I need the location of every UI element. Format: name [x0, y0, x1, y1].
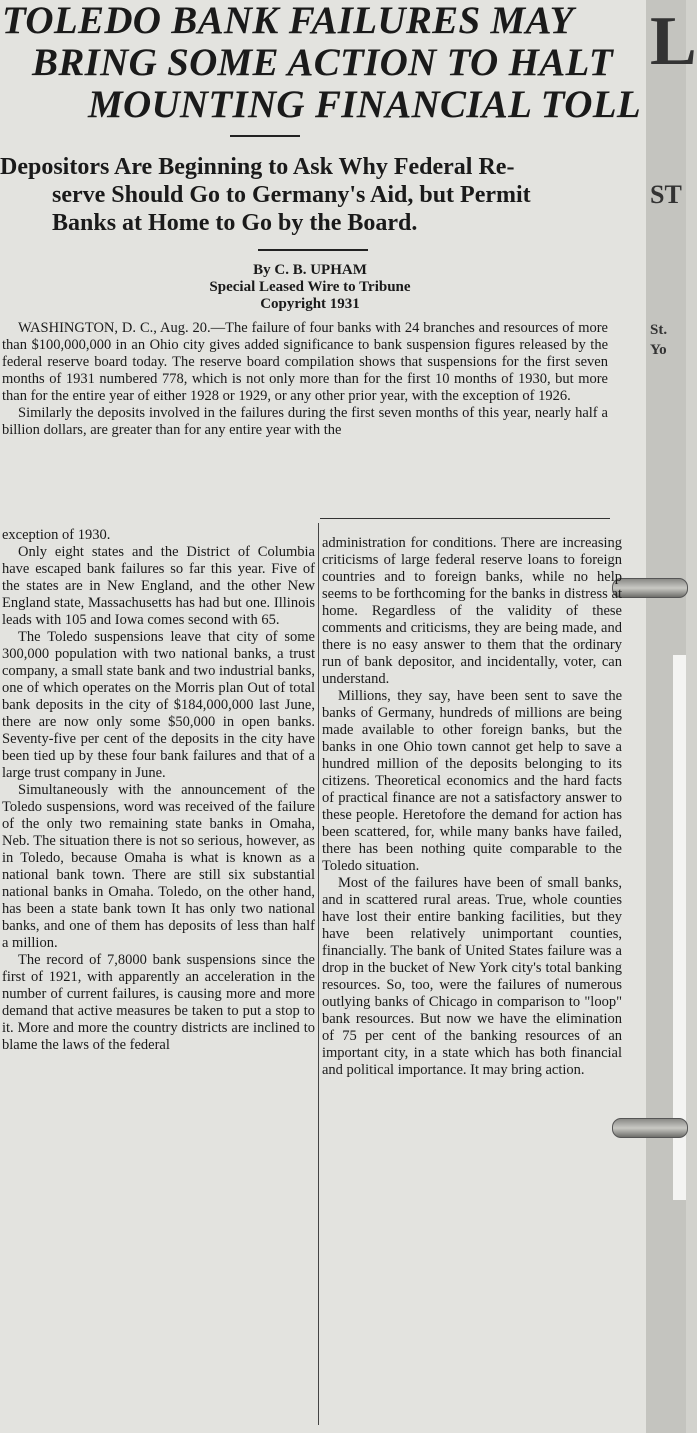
column2-paragraph-1: administration for conditions. There are increasing criticisms of large federal reserve loans to foreign countries and to foreign banks, while no help seems to be forthcoming for the banks in distress at home. Regardless of the validity of these comments and criticisms, they are being made, and there is no easy answer to them that the ordinary run of bank depositor, and incidentally, voter, can understand.: [322, 535, 622, 687]
column-rule: [318, 523, 319, 1425]
adjacent-fragment-st-dot: St.: [650, 322, 668, 338]
column1-paragraph-2: Only eight states and the District of Columbia have escaped bank failures so far this year. Five of the states are in New England, and the other New England state, Massachusetts has had but one. Illinois leads with 105 and Iowa comes second with 65.: [2, 544, 315, 628]
headline-line-2: BRING SOME ACTION TO HALT: [32, 41, 614, 84]
column-separator-top: [320, 518, 610, 519]
byline: [0, 262, 620, 313]
headline-line-3: MOUNTING FINANCIAL TOLL: [88, 83, 641, 126]
lead-paragraph-2: Similarly the deposits involved in the failures during the first seven months of this year, nearly half a billion dollars, are greater than for any entire year with the: [2, 405, 608, 438]
binder-ring-1: [612, 578, 688, 598]
article-column-2: [322, 535, 622, 1079]
headline-rule: [230, 135, 300, 137]
column1-paragraph-5: The record of 7,8000 bank suspensions since the first of 1921, with apparently an acceleration in the number of current failures, is causing more and more demand that active measures be taken to put a stop to it. More and more the country districts are inclined to blame the laws of the federal: [2, 952, 315, 1053]
deck-line-2: serve Should Go to Germany's Aid, but Permit: [52, 182, 531, 208]
deck-line-1: Depositors Are Beginning to Ask Why Federal Re-: [0, 154, 515, 180]
adjacent-fragment-yo: Yo: [650, 342, 667, 358]
column1-paragraph-3: The Toledo suspensions leave that city of some 300,000 population with two national banks, a trust company, a small state bank and two industrial banks, one of which operates on the Morris plan Out of total bank deposits in the city of $184,000,000 last June, there are now only some $50,000 in open banks. Seventy-five per cent of the deposits in the city have been tied up by these four bank failures and that of a large trust company in June.: [2, 629, 315, 781]
headline-line-1: TOLEDO BANK FAILURES MAY: [2, 0, 574, 42]
adjacent-fragment-l: L: [650, 3, 697, 80]
deck: [0, 153, 615, 237]
column2-paragraph-3: Most of the failures have been of small banks, and in scattered rural areas. True, whole counties have lost their entire banking facilities, but they have been relatively unimportant counties, financially. The bank of United States failure was a drop in the bucket of New York city's total banking resources. So, too, were the failures of numerous outlying banks of Chicago in comparison to "loop" bank resources. But now we have the elimination of 75 per cent of the banking resources of an important city, in a state which has both financial and political importance. It may bring action.: [322, 875, 622, 1078]
headline: [0, 0, 641, 126]
column1-paragraph-1: exception of 1930.: [2, 527, 111, 543]
article-column-1: [2, 527, 315, 1054]
byline-author: By C. B. UPHAM: [253, 262, 367, 278]
column1-paragraph-4: Simultaneously with the announcement of the Toledo suspensions, word was received of the failure of the only two remaining state banks in Omaha, Neb. The situation there is not so serious, however, as in Toledo, because Omaha is what is known as a national bank town. There are still six substantial national banks in Omaha. Toledo, on the other hand, has been a state bank town It has only two national banks, and one of them has deposits of less than half a million.: [2, 782, 315, 951]
byline-service: Special Leased Wire to Tribune: [209, 279, 411, 295]
binder-ring-2: [612, 1118, 688, 1138]
lead-paragraph-1: WASHINGTON, D. C., Aug. 20.—The failure of four banks with 24 branches and resources of more than $100,000,000 in an Ohio city gives added significance to bank suspension figures released by the federal reserve board today. The reserve board compilation shows that suspensions for the first seven months of 1931 numbered 778, which is not only more than for the first 10 months of 1930, but more than for the entire year of either 1928 or 1929, or any other prior year, with the exception of 1926.: [2, 320, 608, 404]
deck-rule: [258, 249, 368, 251]
lead-text: [2, 320, 608, 439]
column2-paragraph-2: Millions, they say, have been sent to save the banks of Germany, hundreds of millions are being made available to other foreign banks, but the banks in one Ohio town cannot get help to save a hundred million of the deposits belonging to its citizens. Theoretical economics and the hard facts of practical finance are not a satisfactory answer to these people. Heretofore the demand for action has been scattered, for, while many banks have failed, there has been nothing quite comparable to the Toledo situation.: [322, 688, 622, 874]
byline-copyright: Copyright 1931: [260, 296, 360, 312]
adjacent-fragment-st: ST: [650, 180, 682, 209]
deck-line-3: Banks at Home to Go by the Board.: [52, 210, 418, 236]
